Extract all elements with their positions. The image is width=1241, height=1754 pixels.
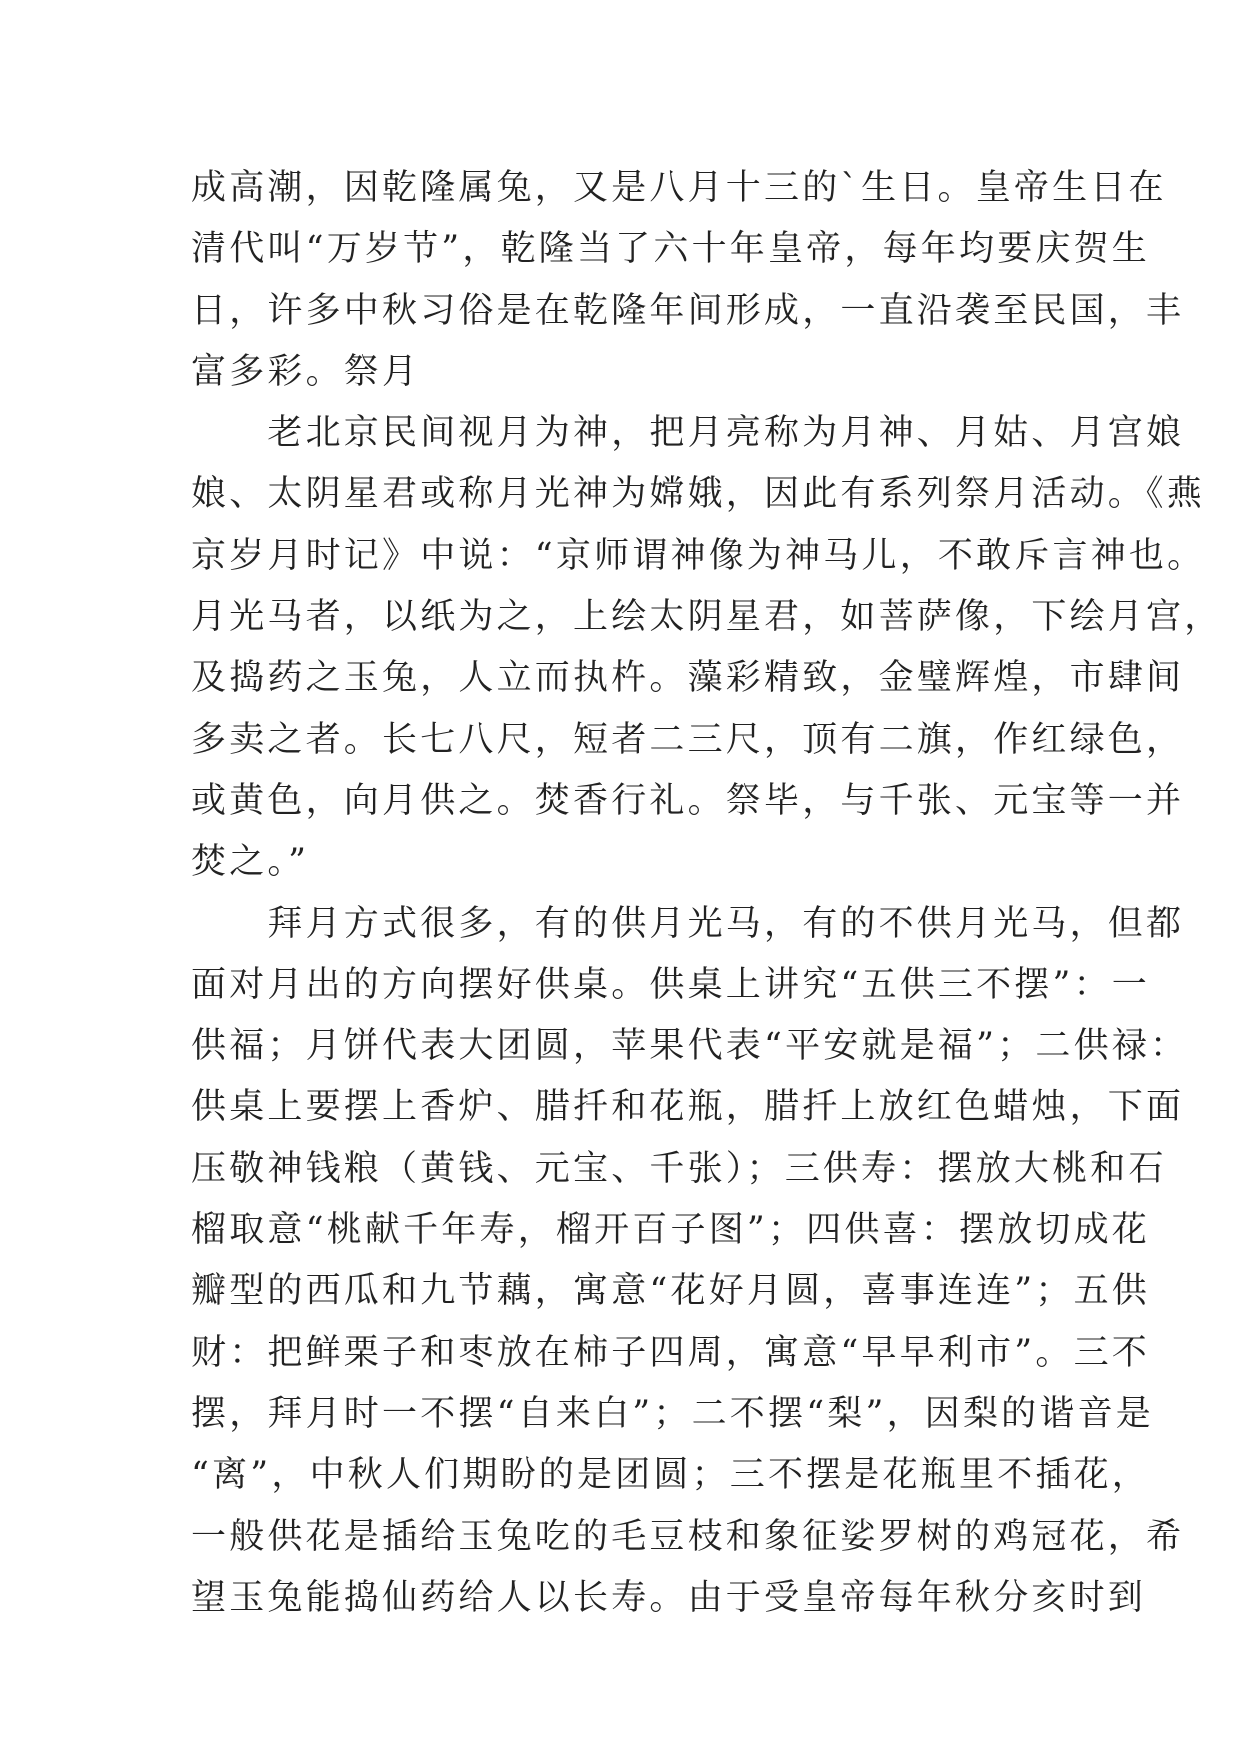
text-line: 面对月出的方向摆好供桌。供桌上讲究“五供三不摆”：一	[191, 964, 1150, 1005]
text-line: 日，许多中秋习俗是在乾隆年间形成，一直沿袭至民国，丰	[191, 290, 1185, 331]
text-line: 焚之。”	[191, 842, 310, 883]
text-line: 或黄色，向月供之。焚香行礼。祭毕，与千张、元宝等一并	[191, 780, 1185, 821]
text-line: 一般供花是插给玉兔吃的毛豆枝和象征娑罗树的鸡冠花，希	[191, 1516, 1185, 1557]
text-line: 供福；月饼代表大团圆，苹果代表“平安就是福”；二供禄：	[191, 1026, 1189, 1067]
text-line: 供桌上要摆上香炉、腊扦和花瓶，腊扦上放红色蜡烛，下面	[191, 1087, 1185, 1128]
text-line: 榴取意“桃献千年寿，榴开百子图”；四供喜：摆放切成花	[191, 1210, 1150, 1251]
text-line: 财：把鲜栗子和枣放在柿子四周，寓意“早早利市”。三不	[191, 1332, 1150, 1373]
document-body	[191, 158, 1223, 1629]
text-line: 清代叫“万岁节”，乾隆当了六十年皇帝，每年均要庆贺生	[191, 229, 1150, 270]
text-line: 多卖之者。长七八尺，短者二三尺，顶有二旗，作红绿色，	[191, 719, 1185, 760]
text-line: 望玉兔能捣仙药给人以长寿。由于受皇帝每年秋分亥时到	[191, 1577, 1147, 1618]
text-line: 月光马者，以纸为之，上绘太阴星君，如菩萨像，下绘月宫，	[191, 597, 1223, 638]
text-line: 老北京民间视月为神，把月亮称为月神、月姑、月宫娘	[191, 413, 1185, 454]
text-line: 压敬神钱粮（黄钱、元宝、千张）；三供寿：摆放大桃和石	[191, 1148, 1167, 1189]
text-line: 京岁月时记》中说：“京师谓神像为神马儿，不敢斥言神也。	[191, 535, 1206, 576]
text-line: 及捣药之玉兔，人立而执杵。藻彩精致，金璧辉煌，市肆间	[191, 658, 1185, 699]
text-line: 拜月方式很多，有的供月光马，有的不供月光马，但都	[191, 903, 1185, 944]
text-line: 娘、太阴星君或称月光神为嫦娥，因此有系列祭月活动。《燕	[191, 474, 1205, 515]
text-line: 富多彩。祭月	[191, 351, 421, 392]
text-line: 成高潮，因乾隆属兔，又是八月十三的`生日。皇帝生日在	[191, 168, 1167, 208]
text-line: 瓣型的西瓜和九节藕，寓意“花好月圆，喜事连连”；五供	[191, 1271, 1150, 1312]
text-line: 摆，拜月时一不摆“自来白”；二不摆“梨”，因梨的谐音是	[191, 1393, 1154, 1434]
text-line: “离”，中秋人们期盼的是团圆；三不摆是花瓶里不插花，	[191, 1455, 1150, 1496]
